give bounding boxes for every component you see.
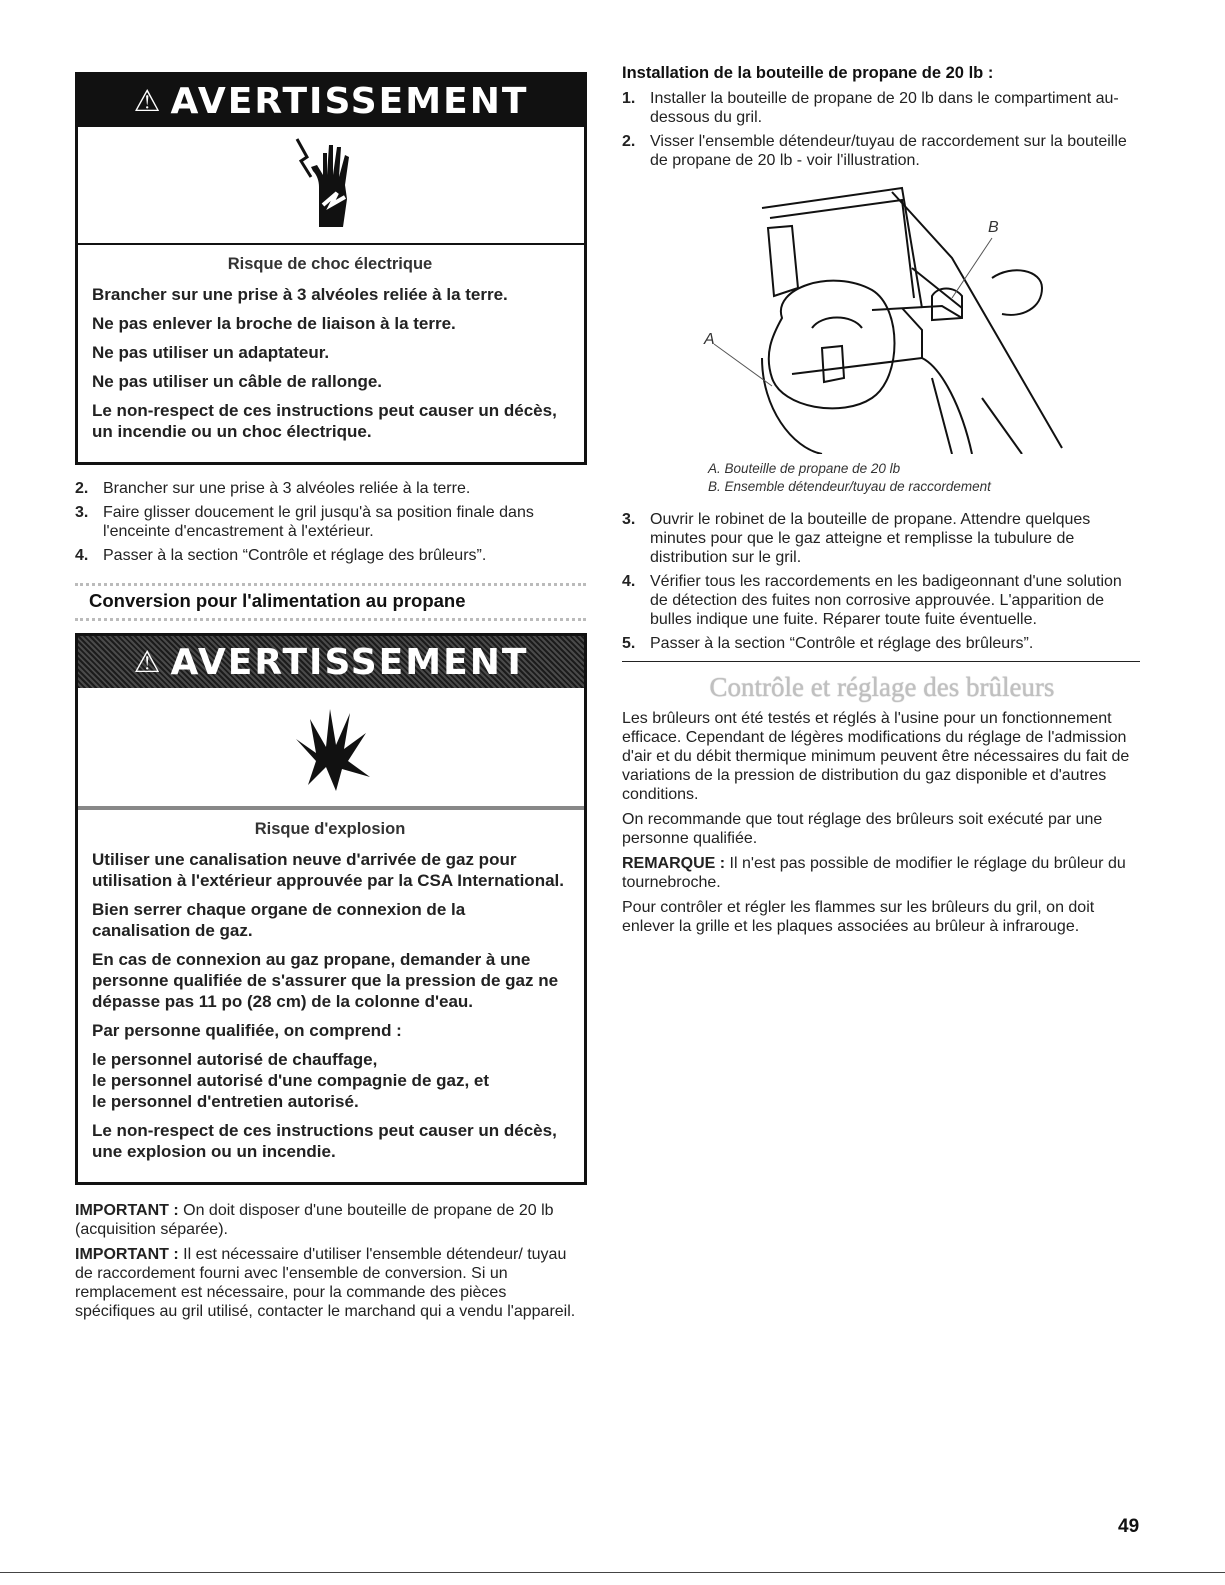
list-item	[75, 546, 586, 565]
section-divider	[622, 661, 1140, 662]
list-item	[75, 479, 586, 498]
qualified-person-item: le personnel autorisé de chauffage,	[92, 1050, 378, 1069]
label-a: A	[704, 331, 715, 348]
install-steps	[75, 479, 586, 565]
propane-steps-continued	[622, 510, 1142, 653]
step-number: 4.	[622, 573, 636, 590]
list-item	[622, 510, 1142, 567]
warning-header-text: AVERTISSEMENT	[170, 80, 529, 122]
caption-b: B. Ensemble détendeur/tuyau de raccordement	[708, 479, 991, 494]
warning-header	[78, 75, 584, 127]
qualified-person-item: le personnel autorisé d'une compagnie de gaz, et	[92, 1071, 490, 1090]
warning-triangle-icon: ⚠	[133, 83, 163, 119]
step-number: 5.	[622, 635, 636, 652]
warning-line: Ne pas utiliser un adaptateur.	[92, 343, 330, 362]
warning-consequence: Le non-respect de ces instructions peut causer un décès, un incendie ou un choc électrique.	[92, 401, 557, 441]
step-text: Passer à la section “Contrôle et réglage des brûleurs”.	[650, 635, 1034, 652]
warning-consequence: Le non-respect de ces instructions peut causer un décès, une explosion ou un incendie.	[92, 1121, 557, 1161]
step-number: 2.	[75, 480, 89, 497]
list-item	[622, 634, 1142, 653]
list-item	[622, 132, 1142, 170]
propane-tank-illustration	[622, 178, 1142, 454]
step-number: 4.	[75, 547, 89, 564]
important-text: Il est nécessaire d'utiliser l'ensemble détendeur/ tuyau de raccordement fourni avec l'ensemble de conversion. Si un remplacement est nécessaire, pour la commande des pièces spécifiques au gril utilisé, contacter le marchand qui a vendu l'appareil.	[75, 1246, 576, 1320]
warning-header-text: AVERTISSEMENT	[170, 641, 529, 683]
warning-body	[78, 810, 584, 1182]
warning-line: Ne pas utiliser un câble de rallonge.	[92, 372, 383, 391]
explosion-icon	[78, 688, 584, 810]
page-number: 49	[1118, 1516, 1140, 1537]
warning-paragraph: Par personne qualifiée, on comprend :	[92, 1021, 402, 1040]
step-text: Vérifier tous les raccordements en les badigeonnant d'une solution de détection des fuites non corrosive approuvée. L'apparition de bulles indique une fuite. Réparer toute fuite éventuelle.	[650, 573, 1122, 628]
warning-paragraph: Bien serrer chaque organe de connexion de la canalisation de gaz.	[92, 900, 466, 940]
install-title: Installation de la bouteille de propane de 20 lb :	[622, 64, 994, 82]
tank-regulator-drawing	[622, 178, 1142, 454]
warning-body	[78, 245, 584, 462]
body-paragraph: Les brûleurs ont été testés et réglés à l'usine pour un fonctionnement efficace. Cependant de légères modifications du réglage de l'admission d'air et du débit thermique minimum peuvent être nécessaires du fait de variations de la pression de distribution du gaz disponible et d'autres conditions.	[622, 710, 1130, 803]
warning-paragraph: En cas de connexion au gaz propane, demander à une personne qualifiée de s'assurer que la pression de gaz ne dépasse pas 11 po (28 cm) de la colonne d'eau.	[92, 950, 559, 1011]
explosion-warning	[75, 633, 587, 1185]
warning-line: Brancher sur une prise à 3 alvéoles reliée à la terre.	[92, 285, 508, 304]
electric-shock-hand-icon	[78, 127, 584, 245]
right-column	[622, 64, 1142, 942]
left-column	[75, 72, 586, 1327]
step-number: 1.	[622, 90, 636, 107]
qualified-person-item: le personnel d'entretien autorisé.	[92, 1092, 359, 1111]
important-label: IMPORTANT :	[75, 1202, 179, 1219]
label-b: B	[988, 219, 999, 236]
remark-label: REMARQUE :	[622, 855, 726, 872]
step-text: Faire glisser doucement le gril jusqu'à sa position finale dans l'enceinte d'encastrement à l'extérieur.	[103, 504, 534, 540]
list-item	[622, 89, 1142, 127]
figure-caption	[708, 460, 1142, 496]
page-bottom-rule	[0, 1572, 1225, 1573]
list-item	[622, 572, 1142, 629]
step-text: Visser l'ensemble détendeur/tuyau de raccordement sur la bouteille de propane de 20 lb - voir l'illustration.	[650, 133, 1127, 169]
section-heading: Conversion pour l'alimentation au propane	[75, 583, 586, 621]
list-item	[75, 503, 586, 541]
important-label: IMPORTANT :	[75, 1246, 179, 1263]
risk-title: Risque de choc électrique	[227, 255, 433, 273]
remark-text: Il n'est pas possible de modifier le réglage du brûleur du tournebroche.	[622, 855, 1126, 891]
step-text: Brancher sur une prise à 3 alvéoles reliée à la terre.	[103, 480, 471, 497]
step-number: 3.	[622, 511, 636, 528]
warning-paragraph: Utiliser une canalisation neuve d'arrivée de gaz pour utilisation à l'extérieur approuvée par la CSA International.	[92, 850, 564, 890]
body-paragraph: Pour contrôler et régler les flammes sur les brûleurs du gril, on doit enlever la grille et les plaques associées au brûleur à infrarouge.	[622, 899, 1095, 935]
warning-header	[78, 636, 584, 688]
important-note	[75, 1201, 586, 1239]
remark-note	[622, 854, 1142, 892]
important-text: On doit disposer d'une bouteille de propane de 20 lb (acquisition séparée).	[75, 1202, 554, 1238]
warning-line: Ne pas enlever la broche de liaison à la terre.	[92, 314, 456, 333]
warning-triangle-icon: ⚠	[133, 644, 163, 680]
propane-steps	[622, 89, 1142, 170]
important-note	[75, 1245, 586, 1321]
step-number: 3.	[75, 504, 89, 521]
caption-a: A. Bouteille de propane de 20 lb	[708, 461, 901, 476]
electric-shock-warning	[75, 72, 587, 465]
body-paragraph: On recommande que tout réglage des brûleurs soit exécuté par une personne qualifiée.	[622, 811, 1103, 847]
step-number: 2.	[622, 133, 636, 150]
step-text: Ouvrir le robinet de la bouteille de propane. Attendre quelques minutes pour que le gaz atteigne et remplisse la tubulure de distribution sur le gril.	[650, 511, 1091, 566]
step-text: Passer à la section “Contrôle et réglage des brûleurs”.	[103, 547, 487, 564]
risk-title: Risque d'explosion	[254, 820, 406, 838]
section-heading: Contrôle et réglage des brûleurs	[709, 672, 1055, 702]
step-text: Installer la bouteille de propane de 20 lb dans le compartiment au-dessous du gril.	[650, 90, 1119, 126]
